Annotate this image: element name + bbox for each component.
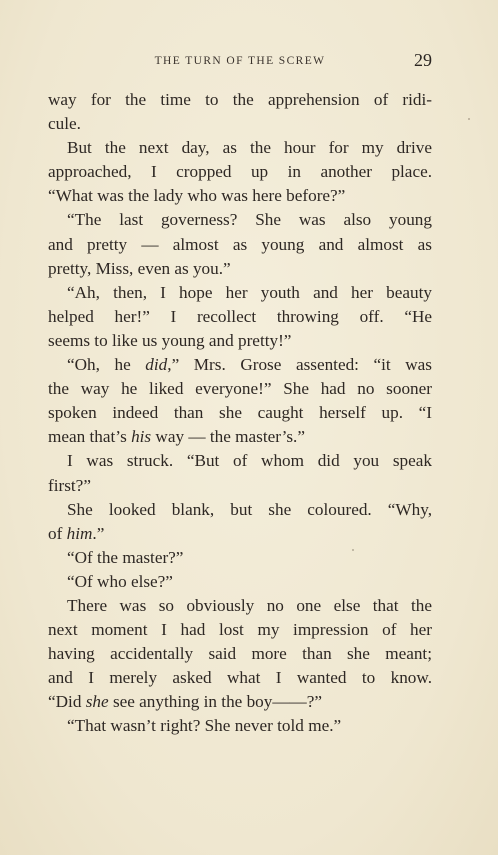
body-text (48, 88, 432, 739)
text-line: She looked blank, but she coloured. “Why, (67, 499, 432, 519)
text-line: “Of the master?” (67, 547, 184, 567)
text-line: first?” (48, 475, 91, 495)
text-line: “Of who else?” (67, 571, 173, 591)
text-line: mean that’s his way — the master’s.” (48, 427, 305, 447)
text-line: spoken indeed than she caught herself up. “I (48, 403, 432, 423)
paper-speck (468, 118, 470, 120)
running-title: THE TURN OF THE SCREW (154, 55, 326, 67)
text-line: “The last governess? She was also young (67, 210, 432, 230)
text-line: and pretty — almost as young and almost as (48, 234, 432, 254)
text-line: “That wasn’t right? She never told me.” (67, 716, 342, 736)
text-line: “What was the lady who was here before?” (48, 186, 346, 206)
paper-speck (352, 549, 354, 551)
text-line: I was struck. “But of whom did you speak (67, 451, 432, 471)
text-line: having accidentally said more than she meant; (48, 644, 432, 664)
text-line: seems to like us young and pretty!” (48, 330, 292, 350)
text-line: There was so obviously no one else that the (67, 595, 432, 615)
text-line: “Oh, he did,” Mrs. Grose assented: “it was (67, 355, 432, 375)
text-line: “Ah, then, I hope her youth and her beauty (67, 282, 432, 302)
text-line: But the next day, as the hour for my drive (67, 138, 432, 158)
text-line: cule. (48, 114, 81, 134)
text-line: the way he liked everyone!” She had no sooner (48, 379, 432, 399)
page-number: 29 (414, 50, 432, 70)
text-line: pretty, Miss, even as you.” (48, 258, 231, 278)
page-header (48, 50, 432, 72)
text-line: approached, I cropped up in another place. (48, 162, 432, 182)
text-line: “Did she see anything in the boy——?” (48, 692, 322, 712)
text-line: way for the time to the apprehension of ridi- (48, 90, 432, 109)
text-line: next moment I had lost my impression of her (48, 620, 432, 640)
text-line: of him.” (48, 523, 105, 543)
text-line: helped her!” I recollect throwing off. “He (48, 306, 432, 326)
text-line: and I merely asked what I wanted to know. (48, 668, 432, 688)
